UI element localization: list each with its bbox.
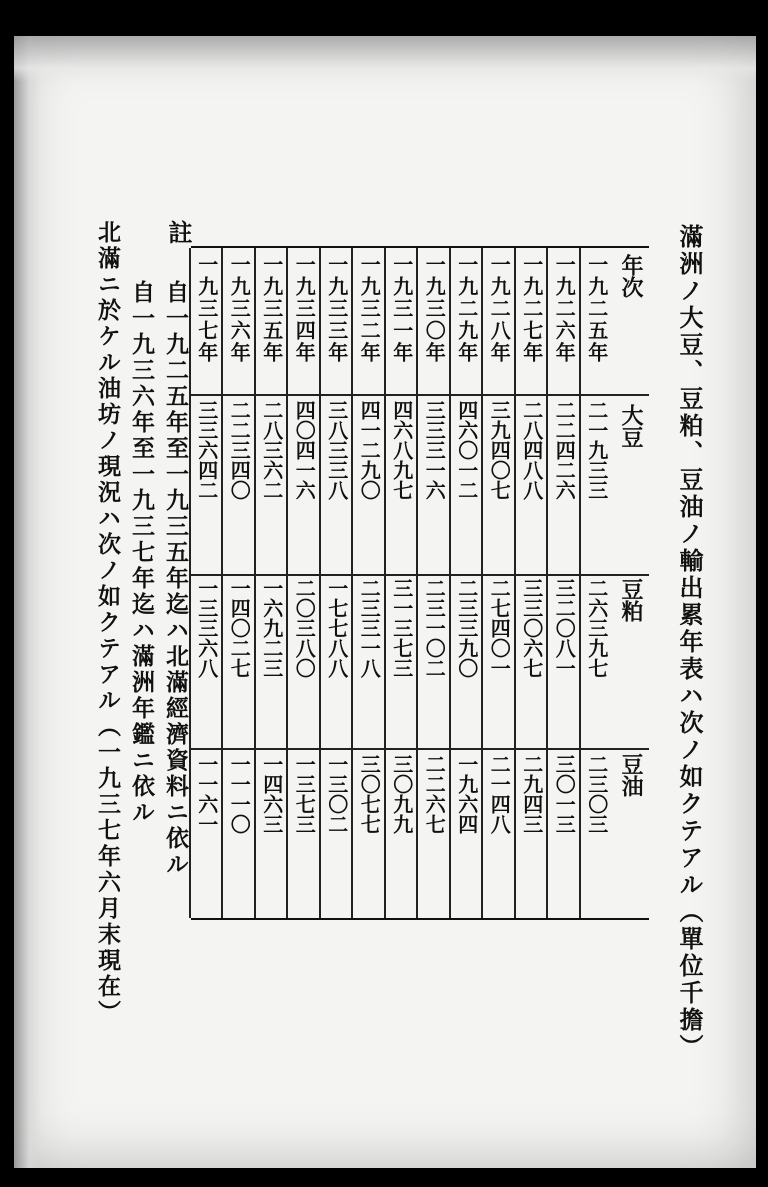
cell-year: 一九三四年 [292, 254, 317, 364]
table-row [546, 248, 581, 918]
cell-soybean-oil: 一四六三 [259, 754, 284, 834]
row-divider-1 [191, 394, 649, 396]
header-soybean: 大豆 [618, 404, 644, 448]
cell-soybean-oil: 一三七三 [292, 754, 317, 834]
cell-soybean-oil: 一九六四 [454, 754, 479, 834]
cell-soybean-cake: 一七七八八 [324, 578, 349, 678]
cell-year: 一九三一年 [389, 254, 414, 364]
cell-soybean-cake: 二七四〇一 [487, 578, 512, 678]
cell-soybean-oil: 一三〇二 [324, 754, 349, 834]
cell-soybean: 四六〇一二 [454, 400, 479, 500]
table-row [449, 248, 484, 918]
cell-soybean: 二二三四〇 [227, 400, 252, 500]
cell-soybean-oil: 二九四三 [519, 754, 544, 834]
note-mark: 註 [164, 220, 193, 247]
table-row [481, 248, 516, 918]
cell-year: 一九二七年 [519, 254, 544, 364]
cell-soybean-cake: 三二〇八一 [552, 578, 577, 678]
cell-soybean-oil: 一一一〇 [227, 754, 252, 834]
table-row [416, 248, 451, 918]
cell-year: 一九二六年 [552, 254, 577, 364]
page-top-shadow [14, 36, 756, 82]
cell-soybean: 二八四八八 [519, 400, 544, 500]
cell-soybean: 二八三六二 [259, 400, 284, 500]
cell-soybean-oil: 三〇九九 [389, 754, 414, 834]
document-page [14, 36, 756, 1168]
row-divider-3 [191, 748, 649, 750]
cell-soybean-oil: 三〇一三 [552, 754, 577, 834]
cell-year: 一九三六年 [227, 254, 252, 364]
table-row [579, 248, 614, 918]
cell-soybean: 四〇四一六 [292, 400, 317, 500]
table-row [254, 248, 289, 918]
cell-soybean-cake: 二三三一八 [357, 578, 382, 678]
cell-soybean: 二一九三三 [584, 400, 609, 500]
header-soybean-cake: 豆粕 [618, 578, 644, 622]
cell-soybean-cake: 一三三六八 [194, 578, 219, 678]
cell-year: 一九三二年 [357, 254, 382, 364]
cell-soybean-cake: 三一三七三 [389, 578, 414, 678]
cell-soybean: 三九四〇七 [487, 400, 512, 500]
note-line-3: 北滿ニ於ケル油坊ノ現況ハ次ノ如クテアル（一九三七年六月末現在） [94, 220, 121, 1026]
cell-soybean-oil: 二三〇三 [584, 754, 609, 834]
header-soybean-oil: 豆油 [618, 753, 644, 797]
cell-year: 一九二八年 [487, 254, 512, 364]
cell-year: 一九三七年 [194, 254, 219, 364]
cell-year: 一九二五年 [584, 254, 609, 364]
table-row [351, 248, 386, 918]
cell-soybean-oil: 二二六七 [422, 754, 447, 834]
cell-year: 一九三三年 [324, 254, 349, 364]
cell-soybean-oil: 一一六一 [194, 754, 219, 834]
row-divider-2 [191, 574, 649, 576]
cell-soybean-cake: 二〇三八〇 [292, 578, 317, 678]
note-line-1: 自一九二五年至一九三五年迄ハ北滿經濟資料ニ依ル [162, 280, 189, 878]
table-row [514, 248, 549, 918]
table-row [319, 248, 354, 918]
cell-soybean-cake: 二三三九〇 [454, 578, 479, 678]
cell-soybean: 二二四二六 [552, 400, 577, 500]
cell-soybean: 三三六四二 [194, 400, 219, 500]
table-row [286, 248, 321, 918]
cell-year: 一九三〇年 [422, 254, 447, 364]
cell-year: 一九三五年 [259, 254, 284, 364]
cell-soybean-oil: 三〇七七 [357, 754, 382, 834]
cell-soybean-cake: 三三〇六七 [519, 578, 544, 678]
cell-soybean-cake: 一六九二三 [259, 578, 284, 678]
cell-soybean-cake: 二六三九七 [584, 578, 609, 678]
table-header-column [613, 248, 649, 918]
table-row [189, 248, 224, 918]
table-row [384, 248, 419, 918]
cell-soybean: 三三三一六 [422, 400, 447, 500]
page-edge-shadow [14, 36, 40, 1168]
cell-year: 一九二九年 [454, 254, 479, 364]
note-line-2: 自一九三六年至一九三七年迄ハ滿洲年鑑ニ依ル [128, 280, 155, 826]
header-year: 年次 [618, 254, 644, 298]
cell-soybean-oil: 二一四八 [487, 754, 512, 834]
cell-soybean-cake: 一四〇二七 [227, 578, 252, 678]
table-row [221, 248, 256, 918]
cell-soybean: 三八三三八 [324, 400, 349, 500]
document-title: 滿洲ノ大豆、豆粕、豆油ノ輸出累年表ハ次ノ如クテアル（單位千擔） [675, 224, 704, 1061]
export-table [191, 246, 649, 920]
cell-soybean: 四一二九〇 [357, 400, 382, 500]
cell-soybean-cake: 二三一〇二 [422, 578, 447, 678]
cell-soybean: 四六八九七 [389, 400, 414, 500]
